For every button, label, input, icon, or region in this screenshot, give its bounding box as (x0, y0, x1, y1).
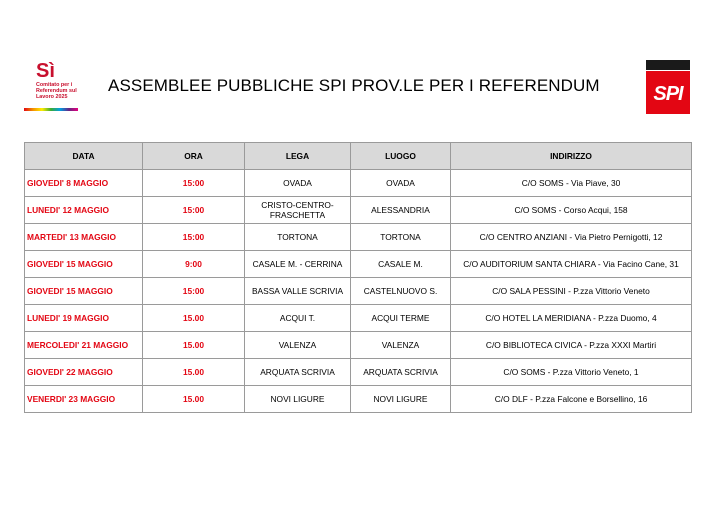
cell-luogo: NOVI LIGURE (351, 386, 451, 413)
table-header-row (25, 143, 692, 170)
cell-indirizzo: C/O CENTRO ANZIANI - Via Pietro Pernigotti, 12 (451, 224, 692, 251)
header-indirizzo: INDIRIZZO (451, 143, 692, 170)
cell-luogo: ACQUI TERME (351, 305, 451, 332)
cell-luogo: CASTELNUOVO S. (351, 278, 451, 305)
cell-indirizzo: C/O SOMS - P.zza Vittorio Veneto, 1 (451, 359, 692, 386)
header-luogo: LUOGO (351, 143, 451, 170)
table-row (25, 251, 692, 278)
cell-date: GIOVEDI' 22 MAGGIO (25, 359, 143, 386)
cell-indirizzo: C/O HOTEL LA MERIDIANA - P.zza Duomo, 4 (451, 305, 692, 332)
table-row (25, 278, 692, 305)
cell-lega: CASALE M. - CERRINA (245, 251, 351, 278)
cell-date: GIOVEDI' 15 MAGGIO (25, 278, 143, 305)
table-row (25, 359, 692, 386)
table-row (25, 197, 692, 224)
cell-indirizzo: C/O BIBLIOTECA CIVICA - P.zza XXXI Martiri (451, 332, 692, 359)
cell-time: 15.00 (143, 386, 245, 413)
cell-time: 15.00 (143, 359, 245, 386)
page-title: ASSEMBLEE PUBBLICHE SPI PROV.LE PER I REFERENDUM (108, 76, 600, 95)
cell-time: 15:00 (143, 278, 245, 305)
table-row (25, 224, 692, 251)
cell-indirizzo: C/O SOMS - Via Piave, 30 (451, 170, 692, 197)
cell-lega: VALENZA (245, 332, 351, 359)
cell-luogo: ALESSANDRIA (351, 197, 451, 224)
cell-time: 15.00 (143, 332, 245, 359)
cell-luogo: ARQUATA SCRIVIA (351, 359, 451, 386)
cell-indirizzo: C/O SALA PESSINI - P.zza Vittorio Veneto (451, 278, 692, 305)
cell-date: MERCOLEDI' 21 MAGGIO (25, 332, 143, 359)
header-lega: LEGA (245, 143, 351, 170)
header-ora: ORA (143, 143, 245, 170)
cell-time: 15:00 (143, 224, 245, 251)
cell-date: GIOVEDI' 8 MAGGIO (25, 170, 143, 197)
table-row (25, 332, 692, 359)
spi-logo (646, 60, 690, 114)
cell-date: MARTEDI' 13 MAGGIO (25, 224, 143, 251)
cell-indirizzo: C/O AUDITORIUM SANTA CHIARA - Via Facino Cane, 31 (451, 251, 692, 278)
cell-indirizzo: C/O DLF - P.zza Falcone e Borsellino, 16 (451, 386, 692, 413)
cell-lega: BASSA VALLE SCRIVIA (245, 278, 351, 305)
logo-si-text: Comitato per i Referendum sul Lavoro 2025 (36, 82, 77, 100)
cell-luogo: CASALE M. (351, 251, 451, 278)
cell-lega: OVADA (245, 170, 351, 197)
cell-date: GIOVEDI' 15 MAGGIO (25, 251, 143, 278)
cell-time: 9:00 (143, 251, 245, 278)
cell-time: 15:00 (143, 170, 245, 197)
cell-time: 15:00 (143, 197, 245, 224)
cell-lega: CRISTO-CENTRO-FRASCHETTA (245, 197, 351, 224)
cell-date: LUNEDI' 19 MAGGIO (25, 305, 143, 332)
spi-logo-text: SPI (646, 71, 690, 114)
cell-luogo: OVADA (351, 170, 451, 197)
cell-time: 15.00 (143, 305, 245, 332)
cell-date: VENERDI' 23 MAGGIO (25, 386, 143, 413)
cell-luogo: TORTONA (351, 224, 451, 251)
table-row (25, 386, 692, 413)
logo-si-word: Sì (36, 60, 55, 82)
table-row (25, 305, 692, 332)
cell-lega: ARQUATA SCRIVIA (245, 359, 351, 386)
header-data: DATA (25, 143, 143, 170)
cell-luogo: VALENZA (351, 332, 451, 359)
referendum-logo (24, 60, 78, 116)
table-row (25, 170, 692, 197)
assemblies-table (24, 142, 692, 413)
spi-logo-bar (646, 60, 690, 70)
cell-date: LUNEDI' 12 MAGGIO (25, 197, 143, 224)
logo-rainbow-stripe (24, 108, 78, 111)
cell-indirizzo: C/O SOMS - Corso Acqui, 158 (451, 197, 692, 224)
cell-lega: ACQUI T. (245, 305, 351, 332)
cell-lega: TORTONA (245, 224, 351, 251)
cell-lega: NOVI LIGURE (245, 386, 351, 413)
